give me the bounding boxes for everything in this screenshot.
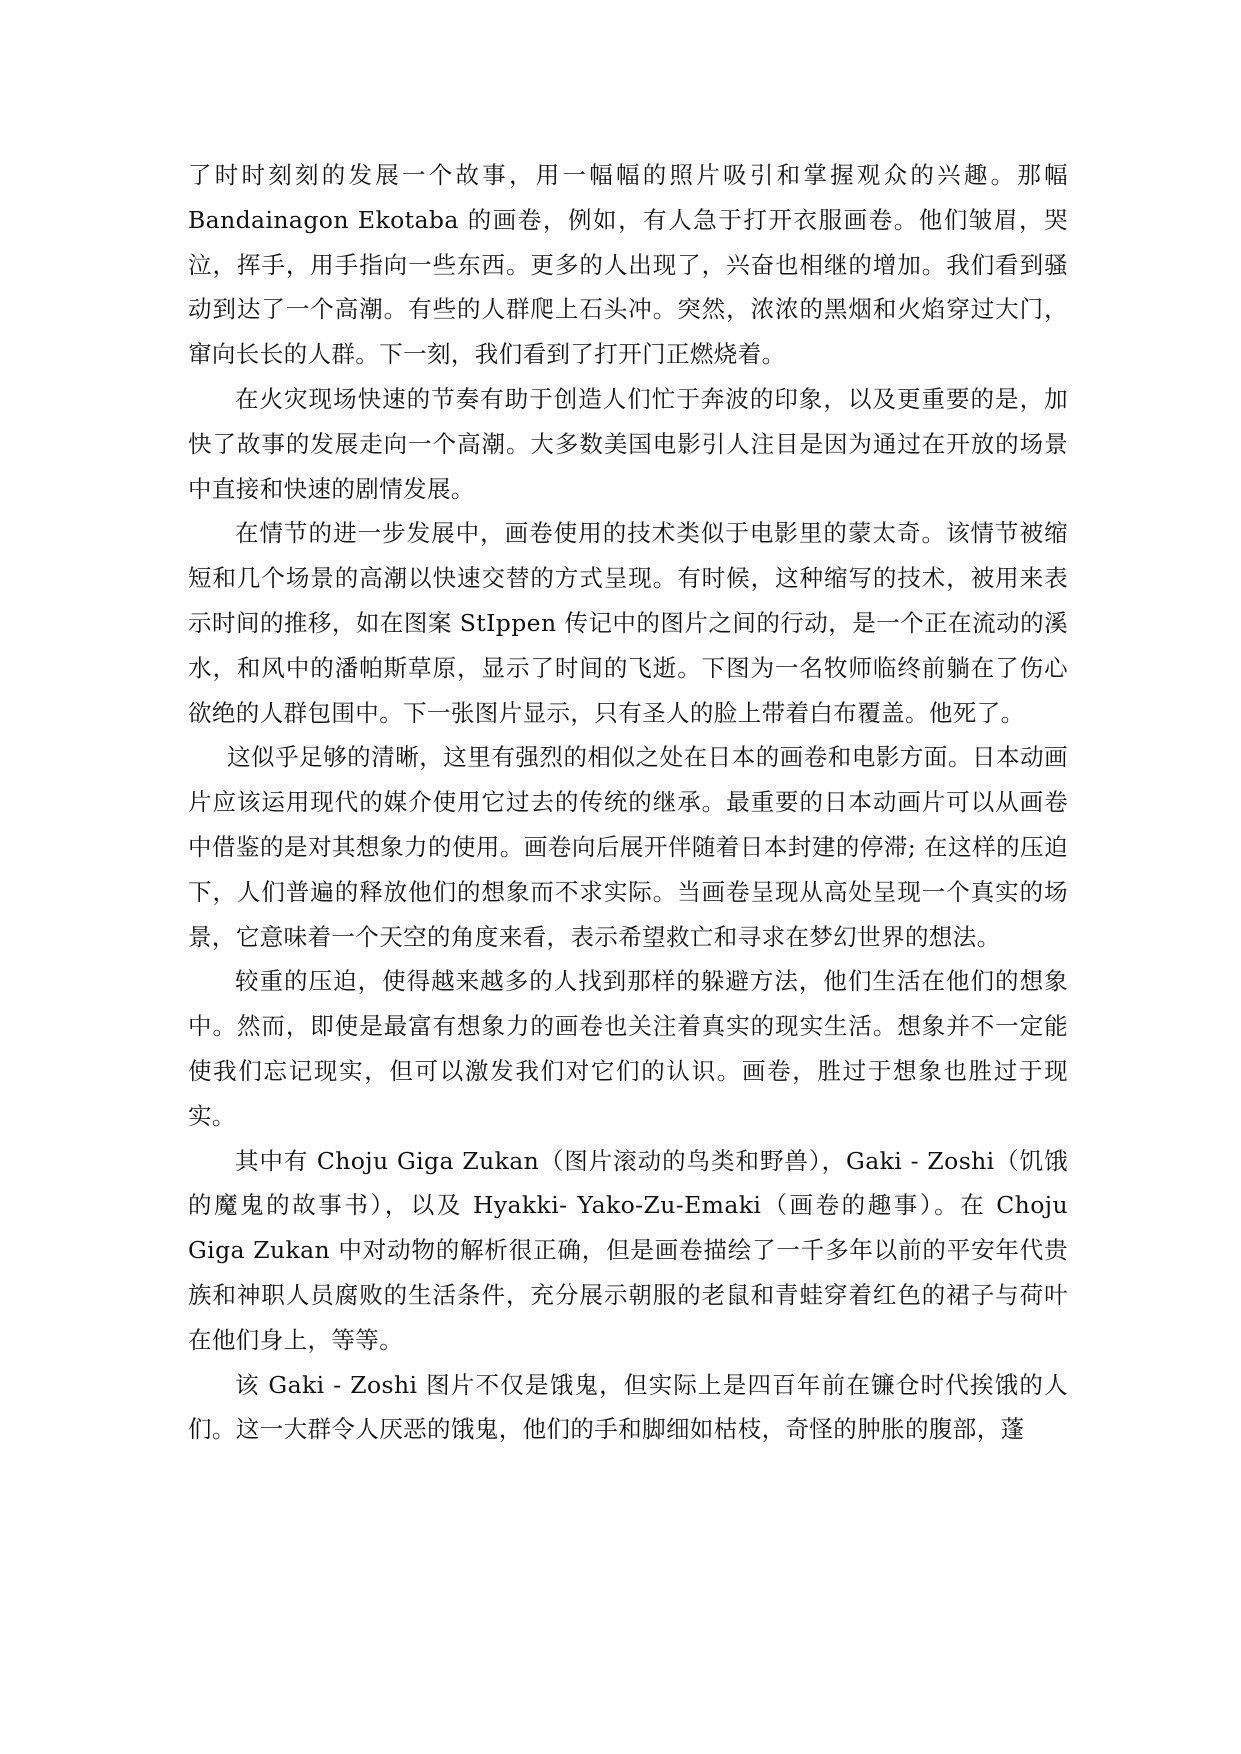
paragraph-5: 较重的压迫，使得越来越多的人找到那样的躲避方法，他们生活在他们的想象中。然而，即使是最富有想象力的画卷也关注着真实的现实生活。想象并不一定能使我们忘记现实，但可以激发我们对它们的认识。画卷，胜过于想象也胜过于现实。 <box>188 967 1068 1130</box>
paragraph-7: 该 Gaki - Zoshi 图片不仅是饿鬼，但实际上是四百年前在镰仓时代挨饿的人们。这一大群令人厌恶的饿鬼，他们的手和脚细如枯枝，奇怪的肿胀的腹部，蓬 <box>188 1370 1068 1444</box>
paragraph-3: 在情节的进一步发展中，画卷使用的技术类似于电影里的蒙太奇。该情节被缩短和几个场景的高潮以快速交替的方式呈现。有时候，这种缩写的技术，被用来表示时间的推移，如在图案 StIppen 传记中的图片之间的行动，是一个正在流动的溪水，和风中的潘帕斯草原，显示了时间的飞逝。下图为一名牧师临终前躺在了伤心欲绝的人群包围中。下一张图片显示，只有圣人的脸上带着白布覆盖。他死了。 <box>188 519 1068 727</box>
paragraph-4: 这似乎足够的清晰，这里有强烈的相似之处在日本的画卷和电影方面。日本动画片应该运用现代的媒介使用它过去的传统的继承。最重要的日本动画片可以从画卷中借鉴的是对其想象力的使用。画卷向后展开伴随着日本封建的停滞; 在这样的压迫下，人们普遍的释放他们的想象而不求实际。当画卷呈现从高处呈现一个真实的场景，它意味着一个天空的角度来看，表示希望救亡和寻求在梦幻世界的想法。 <box>188 743 1068 951</box>
paragraph-1: 了时时刻刻的发展一个故事，用一幅幅的照片吸引和掌握观众的兴趣。那幅 Bandainagon Ekotaba 的画卷，例如，有人急于打开衣服画卷。他们皱眉，哭泣，挥手，用手指向一些东西。更多的人出现了，兴奋也相继的增加。我们看到骚动到达了一个高潮。有些的人群爬上石头冲。突然，浓浓的黑烟和火焰穿过大门，窜向长长的人群。下一刻，我们看到了打开门正燃烧着。 <box>188 161 1068 369</box>
paragraph-6: 其中有 Choju Giga Zukan（图片滚动的鸟类和野兽），Gaki - Zoshi（饥饿的魔鬼的故事书），以及 Hyakki- Yako-Zu-Emaki（画卷的趣事）。在 Choju Giga Zukan 中对动物的解析很正确，但是画卷描绘了一千多年以前的平安年代贵族和神职人员腐败的生活条件，充分展示朝服的老鼠和青蛙穿着红色的裙子与荷叶在他们身上，等等。 <box>188 1146 1068 1354</box>
paragraph-2: 在火灾现场快速的节奏有助于创造人们忙于奔波的印象，以及更重要的是，加快了故事的发展走向一个高潮。大多数美国电影引人注目是因为通过在开放的场景中直接和快速的剧情发展。 <box>188 384 1068 503</box>
body-text <box>188 153 1068 1452</box>
